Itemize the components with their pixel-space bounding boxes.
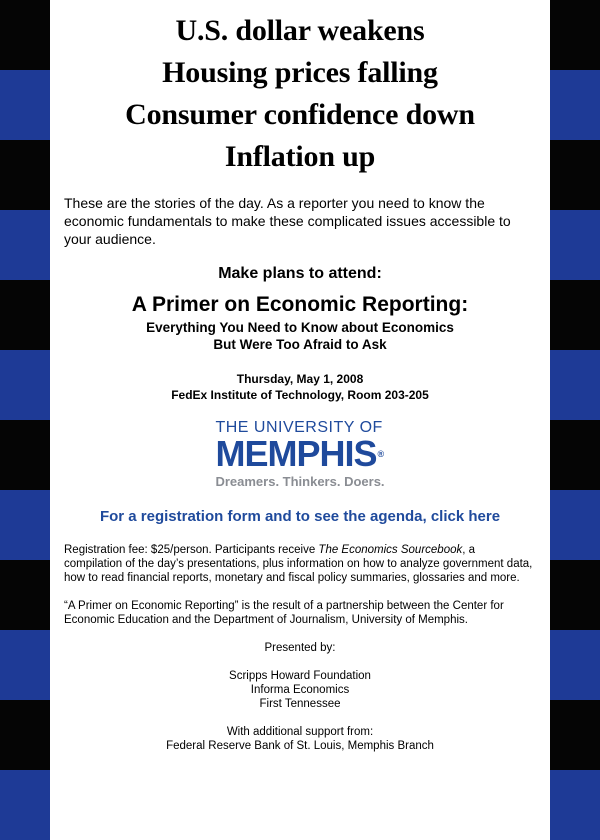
sourcebook-title: The Economics Sourcebook <box>318 544 463 556</box>
right-stripe-border <box>550 0 600 776</box>
stripe-black <box>550 560 600 630</box>
stripe-blue <box>0 210 50 280</box>
stripe-black <box>0 140 50 210</box>
stripe-black <box>550 420 600 490</box>
stripe-black <box>0 0 50 70</box>
logo-wordmark: MEMPHIS <box>215 433 377 474</box>
stripe-black <box>550 0 600 70</box>
logo-top-text: THE UNIVERSITY OF <box>215 419 383 436</box>
attend-heading: Make plans to attend: <box>218 265 382 282</box>
registered-mark: ® <box>377 449 384 459</box>
stripe-black <box>0 560 50 630</box>
sponsor-list <box>50 669 550 711</box>
stripe-blue <box>550 70 600 140</box>
event-info <box>50 371 550 403</box>
stripe-blue <box>550 630 600 700</box>
university-logo <box>215 419 384 491</box>
stripe-blue <box>0 630 50 700</box>
headlines-block <box>50 10 550 178</box>
logo-tagline: Dreamers. Thinkers. Doers. <box>215 474 385 489</box>
event-subtitle-line: Everything You Need to Know about Economics <box>146 320 454 335</box>
stripe-blue <box>550 350 600 420</box>
stripe-blue <box>0 770 50 840</box>
sponsor-name: Scripps Howard Foundation <box>229 670 371 682</box>
intro-paragraph: These are the stories of the day. As a reporter you need to know the economic fundamentals to make these complicated issues accessible to your audience. <box>64 195 511 247</box>
sponsor-name: Informa Economics <box>250 684 350 696</box>
left-stripe-border <box>0 0 50 776</box>
sponsor-name: First Tennessee <box>259 698 341 710</box>
stripe-black <box>0 420 50 490</box>
event-location: FedEx Institute of Technology, Room 203-205 <box>171 388 429 402</box>
stripe-black <box>550 140 600 210</box>
event-subtitle <box>50 319 550 353</box>
fee-text: Registration fee: $25/person. Participants receive <box>64 544 319 556</box>
headline: Inflation up <box>224 140 376 173</box>
presented-by-label: Presented by: <box>264 642 336 654</box>
stripe-black <box>0 280 50 350</box>
stripe-blue <box>550 210 600 280</box>
event-title: A Primer on Economic Reporting: <box>131 293 469 316</box>
event-subtitle-line: But Were Too Afraid to Ask <box>213 337 387 352</box>
logo-main-text <box>215 433 384 474</box>
stripe-blue <box>0 490 50 560</box>
registration-link[interactable]: For a registration form and to see the agenda, click here <box>99 508 501 525</box>
additional-support <box>50 725 550 753</box>
headline: Consumer confidence down <box>125 98 475 131</box>
stripe-blue <box>0 70 50 140</box>
partnership-paragraph: “A Primer on Economic Reporting” is the result of a partnership between the Center for Economic Education and the Department of Journalism, University of Memphis. <box>64 600 504 626</box>
event-date: Thursday, May 1, 2008 <box>236 372 364 386</box>
fee-text: , a compilation of the day’s presentations, plus information on how to analyze government data, how to read financial reports, monetary and fiscal policy summaries, glossaries and more. <box>64 544 533 584</box>
stripe-blue <box>550 490 600 560</box>
stripe-black <box>550 280 600 350</box>
stripe-blue <box>550 770 600 840</box>
support-org: Federal Reserve Bank of St. Louis, Memphis Branch <box>166 740 434 752</box>
support-label: With additional support from: <box>226 726 374 738</box>
flyer-page <box>50 0 550 776</box>
stripe-black <box>550 700 600 770</box>
stripe-black <box>0 700 50 770</box>
registration-fee-paragraph <box>64 543 536 585</box>
headline: U.S. dollar weakens <box>175 14 425 47</box>
headline: Housing prices falling <box>162 56 438 89</box>
stripe-blue <box>0 350 50 420</box>
